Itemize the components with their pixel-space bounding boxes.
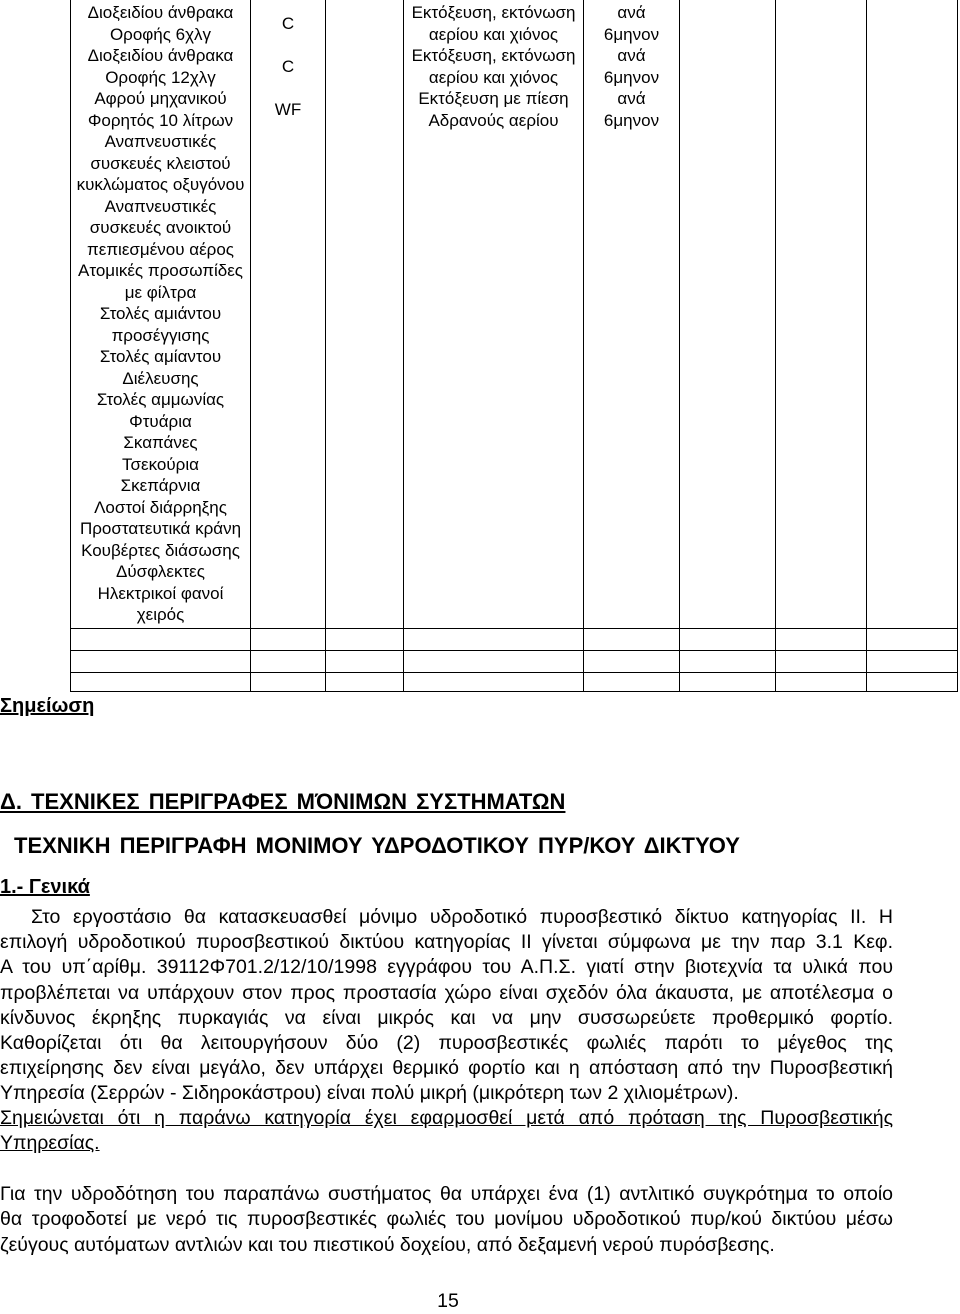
method-line: Εκτόξευση με πίεση	[418, 89, 569, 108]
method-line: Αδρανούς αερίου	[428, 110, 559, 130]
equipment-column	[71, 2, 250, 626]
fire-class-value: WF	[274, 100, 302, 119]
equipment-line: Στολές αμίαντου	[99, 347, 222, 366]
interval-line: ανά	[617, 89, 646, 108]
paragraph-line: επιλογή υδροδοτικού πυροσβεστικού δικτύου κατηγορίας ΙΙ γίνεται σύμφωνα με την παρ 3.1 Κεφ.	[0, 931, 893, 953]
equipment-line: Οροφής 6χλγ	[109, 24, 212, 44]
method-line: Εκτόξευση, εκτόνωση	[411, 3, 576, 22]
equipment-line: κυκλώματος οξυγόνου	[76, 175, 245, 194]
paragraph-line: Υπηρεσίας.	[0, 1132, 100, 1154]
general-heading: 1.- Γενικά	[0, 876, 90, 898]
paragraph-line: Στο εργοστάσιο θα κατασκευασθεί μόνιμο υδροδοτικό πυροσβεστικό δίκτυο κατηγορίας ΙΙ. Η	[31, 906, 893, 928]
fire-class-value: C	[281, 14, 295, 33]
method-item	[404, 88, 583, 131]
equipment-line: Αναπνευστικές	[104, 132, 217, 151]
equipment-item	[71, 497, 250, 519]
equipment-item	[71, 88, 250, 131]
equipment-item	[71, 346, 250, 389]
fire-class-value: C	[281, 57, 295, 76]
table-row-divider	[70, 628, 958, 629]
interval-line: ανά	[617, 3, 646, 22]
equipment-line: προσέγγισης	[111, 325, 210, 345]
method-item	[404, 45, 583, 88]
paragraph-line: Καθορίζεται ότι θα λειτουργήσουν δύο (2) πυροσβεστικές φωλιές παρότι το μέγεθος της	[0, 1032, 893, 1054]
equipment-line: Προστατευτικά κράνη	[79, 519, 242, 538]
equipment-line: Στολές αμιάντου	[99, 304, 222, 323]
table-column-divider	[679, 0, 680, 692]
equipment-item	[71, 260, 250, 303]
method-line: Εκτόξευση, εκτόνωση	[411, 46, 576, 65]
equipment-line: συσκευές κλειστού	[90, 153, 231, 173]
interval-item	[584, 45, 679, 88]
equipment-item	[71, 475, 250, 497]
equipment-line: Σκεπάρνια	[120, 476, 201, 495]
equipment-item	[71, 196, 250, 261]
equipment-line: Φτυάρια	[129, 411, 192, 431]
inspection-interval-column	[584, 2, 679, 131]
equipment-item	[71, 303, 250, 346]
paragraph-line: επιχείρησης δεν είναι μεγάλο, δεν υπάρχει θερμικό φορτίο και η απόσταση από την Πυροσβεστική	[0, 1057, 893, 1079]
method-line: αερίου και χιόνος	[428, 67, 559, 87]
extinguishing-method-column	[404, 2, 583, 131]
equipment-line: Ηλεκτρικοί φανοί	[97, 583, 224, 603]
section-title: Δ. ΤΕΧΝΙΚΕΣ ΠΕΡΙΓΡΑΦΕΣ ΜΌΝΙΜΩΝ ΣΥΣΤΗΜΑΤΩΝ	[0, 789, 566, 814]
table-column-divider	[866, 0, 867, 692]
paragraph-line: θα τροφοδοτεί με νερό τις πυροσβεστικές φωλιές του μονίμου υδροδοτικού πυρ/κού δικτύου μέσω	[0, 1208, 893, 1230]
equipment-line: Δύσφλεκτες	[116, 562, 205, 581]
interval-line: 6μηνον	[603, 24, 660, 44]
fire-class-column	[251, 2, 325, 131]
section-subtitle: ΤΕΧΝΙΚΗ ΠΕΡΙΓΡΑΦΗ ΜΟΝΙΜΟΥ ΥΔΡΟΔΟΤΙΚΟΥ ΠΥΡ/ΚΟΥ ΔΙΚΤΥΟΥ	[14, 833, 740, 858]
equipment-line: Διοξειδίου άνθρακα	[87, 3, 234, 22]
equipment-item	[71, 454, 250, 476]
interval-item	[584, 88, 679, 131]
table-row-divider	[70, 672, 958, 673]
interval-line: 6μηνον	[603, 110, 660, 130]
equipment-line: Αφρού μηχανικού	[94, 89, 227, 108]
interval-item	[584, 2, 679, 45]
equipment-line: Κουβέρτες διάσωσης	[81, 540, 240, 560]
equipment-item	[71, 540, 250, 583]
equipment-line: Τσεκούρια	[122, 454, 199, 474]
table-border-right	[957, 0, 958, 692]
table-border-bottom	[70, 691, 958, 692]
paragraph-line: Α του υπ΄αρίθμ. 39112Φ701.2/12/10/1998 εγγράφου του Α.Π.Σ. γιατί στην βιοτεχνία τα υλικά που	[0, 956, 893, 978]
equipment-line: με φίλτρα	[124, 282, 197, 302]
interval-line: ανά	[617, 46, 646, 65]
table-row-divider	[70, 650, 958, 651]
method-item	[404, 2, 583, 45]
equipment-item	[71, 432, 250, 454]
page-number: 15	[437, 1290, 459, 1312]
equipment-item	[71, 518, 250, 540]
table-column-divider	[325, 0, 326, 692]
equipment-line: Διοξειδίου άνθρακα	[87, 46, 234, 65]
equipment-line: Φορητός 10 λίτρων	[87, 110, 234, 130]
equipment-line: Στολές αμμωνίας	[96, 390, 225, 409]
equipment-item	[71, 411, 250, 433]
note-label: Σημείωση	[0, 695, 95, 717]
equipment-line: Αναπνευστικές	[104, 196, 217, 216]
table-column-divider	[775, 0, 776, 692]
paragraph-line: Υπηρεσία (Σερρών - Σιδηροκάστρου) είναι πολύ μικρή (μικρότερη των 2 χιλιομέτρων).	[0, 1082, 739, 1104]
equipment-line: πεπιεσμένου αέρος	[87, 239, 234, 259]
equipment-line: Ατομικές προσωπίδες	[78, 261, 243, 280]
equipment-line: Σκαπάνες	[123, 433, 198, 452]
equipment-item	[71, 389, 250, 411]
equipment-line: χειρός	[136, 605, 185, 624]
equipment-item	[71, 131, 250, 196]
paragraph-line: ζεύγους αυτόματων αντλιών και του πιεστικού δοχείου, από δεξαμενή νερού πυρόσβεσης.	[0, 1234, 775, 1256]
paragraph-line: Σημειώνεται ότι η παράνω κατηγορία έχει εφαρμοσθεί μετά από πρόταση της Πυροσβεστικής	[0, 1107, 893, 1129]
method-line: αερίου και χιόνος	[428, 24, 559, 44]
paragraph-line: προβλέπεται να υπάρχουν στον προς προστασία χώρο είναι σχεδόν όλα άκαυστα, με αποτέλεσμα ο	[0, 982, 893, 1004]
equipment-item	[71, 583, 250, 626]
equipment-line: Διέλευσης	[122, 368, 199, 388]
equipment-item	[71, 45, 250, 88]
equipment-item	[71, 2, 250, 45]
equipment-line: Οροφής 12χλγ	[105, 67, 216, 87]
equipment-line: συσκευές ανοικτού	[89, 218, 232, 237]
interval-line: 6μηνον	[603, 67, 660, 87]
paragraph-line: Για την υδροδότηση του παραπάνω συστήματος θα υπάρχει ένα (1) αντλιτικό συγκρότημα το οποίο	[0, 1183, 893, 1205]
equipment-line: Λοστοί διάρρηξης	[94, 497, 227, 517]
paragraph-line: κίνδυνος έκρηξης πυρκαγιάς να είναι μικρός και να μην συσσωρεύετε προθερμικό φορτίο.	[0, 1007, 893, 1029]
